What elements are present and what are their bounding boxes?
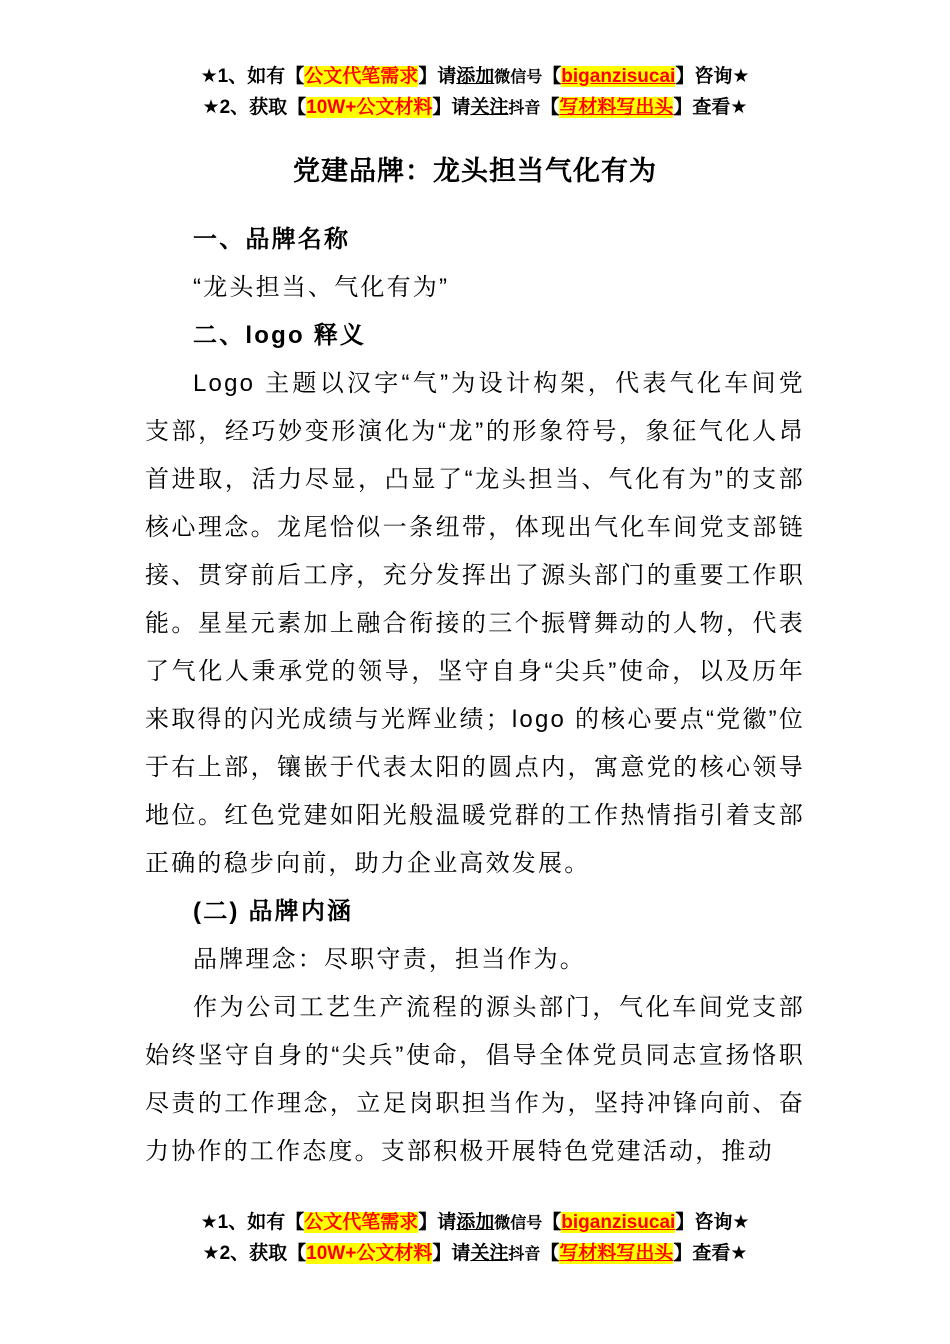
- promo-text: 】咨询★: [675, 1212, 750, 1233]
- promo-highlight-wechat-need: 公文代笔需求: [304, 1212, 419, 1233]
- promo-text-wechat: 微信号: [494, 1215, 543, 1232]
- promo-header-line-1: [0, 62, 950, 93]
- brand-concept-paragraph: 品牌理念：尽职守责，担当作为。: [193, 946, 586, 973]
- promo-highlight-wechat-id: biganzisucai: [561, 1212, 676, 1233]
- promo-highlight-douyin-id: 写材料写出头: [559, 97, 674, 118]
- promo-text: 】请: [432, 1243, 471, 1264]
- promo-header-line-2: [0, 93, 950, 124]
- promo-text: 】咨询★: [675, 66, 750, 87]
- promo-highlight-wechat-need: 公文代笔需求: [304, 66, 419, 87]
- promo-text: 】查看★: [673, 97, 748, 118]
- promo-text-douyin: 抖音: [508, 100, 541, 117]
- page-title: 党建品牌：龙头担当气化有为: [293, 156, 657, 186]
- promo-highlight-materials: 10W+公文材料: [306, 97, 433, 118]
- logo-meaning-paragraph: Logo 主题以汉字“气”为设计构架，代表气化车间党支部，经巧妙变形演化为“龙”的形象符号，象征气化人昂首进取，活力尽显，凸显了“龙头担当、气化有为”的支部核心理念。龙尾恰似一条纽带，体现出气化车间党支部链接、贯穿前后工序，充分发挥出了源头部门的重要工作职能。星星元素加上融合衔接的三个振臂舞动的人物，代表了气化人秉承党的领导，坚守自身“尖兵”使命，以及历年来取得的闪光成绩与光辉业绩；logo 的核心要点“党徽”位于右上部，镶嵌于代表太阳的圆点内，寓意党的核心领导地位。红色党建如阳光般温暖党群的工作热情指引着支部正确的稳步向前，助力企业高效发展。: [145, 370, 805, 877]
- document-body: [145, 216, 805, 1180]
- promo-header: [0, 0, 950, 124]
- promo-text-wechat: 微信号: [494, 69, 543, 86]
- brand-connotation-paragraph: 作为公司工艺生产流程的源头部门，气化车间党支部始终坚守自身的“尖兵”使命，倡导全体党员同志宣扬恪职尽责的工作理念，立足岗职担当作为，坚持冲锋向前、奋力协作的工作态度。支部积极开展特色党建活动，推动: [145, 994, 805, 1165]
- promo-footer: [0, 1208, 950, 1270]
- promo-text: 】请: [418, 1212, 457, 1233]
- promo-text: ★2、获取【: [202, 1243, 307, 1264]
- promo-text: 【: [542, 66, 562, 87]
- promo-underline-add: 添加: [456, 1212, 495, 1233]
- promo-text: 【: [542, 1212, 562, 1233]
- promo-highlight-wechat-id: biganzisucai: [561, 66, 676, 87]
- promo-text: 【: [540, 1243, 560, 1264]
- promo-text: ★1、如有【: [200, 66, 305, 87]
- promo-text: 【: [540, 97, 560, 118]
- section-heading-logo-meaning: 二、logo 释义: [193, 322, 367, 349]
- brand-name-paragraph: “龙头担当、气化有为”: [193, 274, 450, 301]
- promo-underline-follow: 关注: [470, 97, 509, 118]
- promo-text-douyin: 抖音: [508, 1246, 541, 1263]
- promo-underline-add: 添加: [456, 66, 495, 87]
- promo-footer-line-2: [0, 1239, 950, 1270]
- promo-text: 】请: [418, 66, 457, 87]
- promo-highlight-materials: 10W+公文材料: [306, 1243, 433, 1264]
- promo-highlight-douyin-id: 写材料写出头: [559, 1243, 674, 1264]
- promo-text: ★1、如有【: [200, 1212, 305, 1233]
- section-heading-brand-name: 一、品牌名称: [193, 226, 351, 253]
- promo-text: 】查看★: [673, 1243, 748, 1264]
- promo-underline-follow: 关注: [470, 1243, 509, 1264]
- section-heading-brand-connotation: (二) 品牌内涵: [193, 898, 354, 925]
- promo-text: 】请: [432, 97, 471, 118]
- promo-footer-line-1: [0, 1208, 950, 1239]
- promo-text: ★2、获取【: [202, 97, 307, 118]
